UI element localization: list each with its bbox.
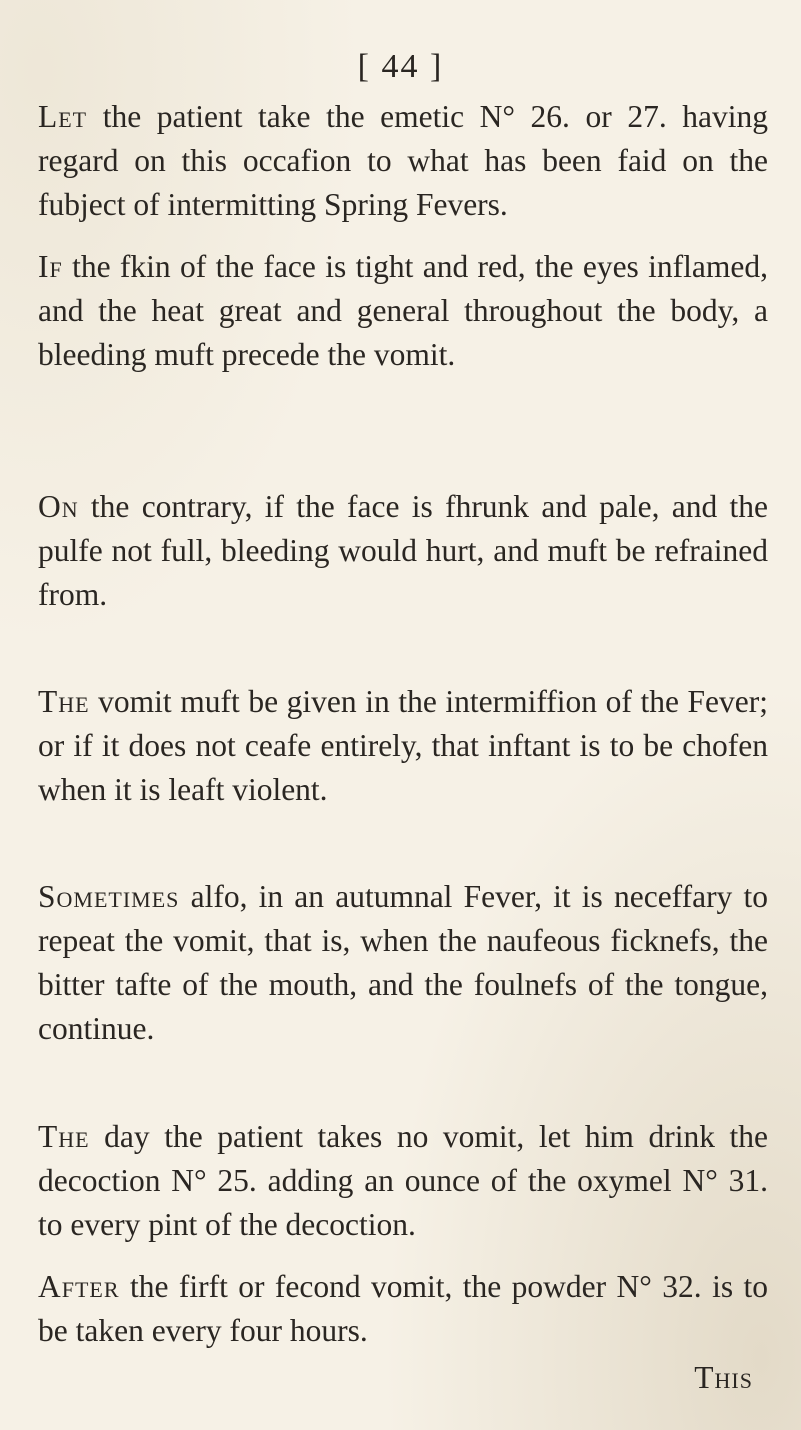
page-number: [ 44 ] [357, 48, 444, 85]
paragraph-lead: The [38, 1119, 90, 1154]
paragraph-1 [38, 95, 768, 227]
paragraph-lead: Let [38, 99, 88, 134]
paragraph-lead: The [38, 684, 90, 719]
paragraph-lead: Sometimes [38, 879, 180, 914]
paragraph-lead: If [38, 249, 63, 284]
paragraph-3 [38, 485, 768, 617]
paragraph-text: vomit muft be given in the intermiffion of the Fever; or if it does not ceafe entirely, that inftant is to be chofen when it is leaft violent. [38, 684, 768, 807]
paragraph-2 [38, 245, 768, 377]
paragraph-text: the firft or fecond vomit, the powder N° 32. is to be taken every four hours. [38, 1269, 768, 1348]
paragraph-text: the fkin of the face is tight and red, the eyes inflamed, and the heat great and general throughout the body, a bleeding muft precede the vomit. [38, 249, 768, 372]
paragraph-6 [38, 1115, 768, 1247]
paragraph-4 [38, 680, 768, 812]
paragraph-text: the contrary, if the face is fhrunk and pale, and the pulfe not full, bleeding would hurt, and muft be refrained from. [38, 489, 768, 612]
paragraph-text: the patient take the emetic N° 26. or 27. having regard on this occafion to what has been faid on the fubject of intermitting Spring Fevers. [38, 99, 768, 222]
paragraph-lead: On [38, 489, 79, 524]
paragraph-7 [38, 1265, 768, 1353]
paragraph-lead: After [38, 1269, 120, 1304]
paragraph-text: alfo, in an autumnal Fever, it is neceffary to repeat the vomit, that is, when the naufeous ficknefs, the bitter tafte of the mouth, and the foulnefs of the tongue, continue. [38, 879, 768, 1046]
catchword: This [694, 1360, 753, 1395]
paragraph-text: day the patient takes no vomit, let him drink the decoction N° 25. adding an ounce of the oxymel N° 31. to every pint of the decoction. [38, 1119, 768, 1242]
paragraph-5 [38, 875, 768, 1051]
